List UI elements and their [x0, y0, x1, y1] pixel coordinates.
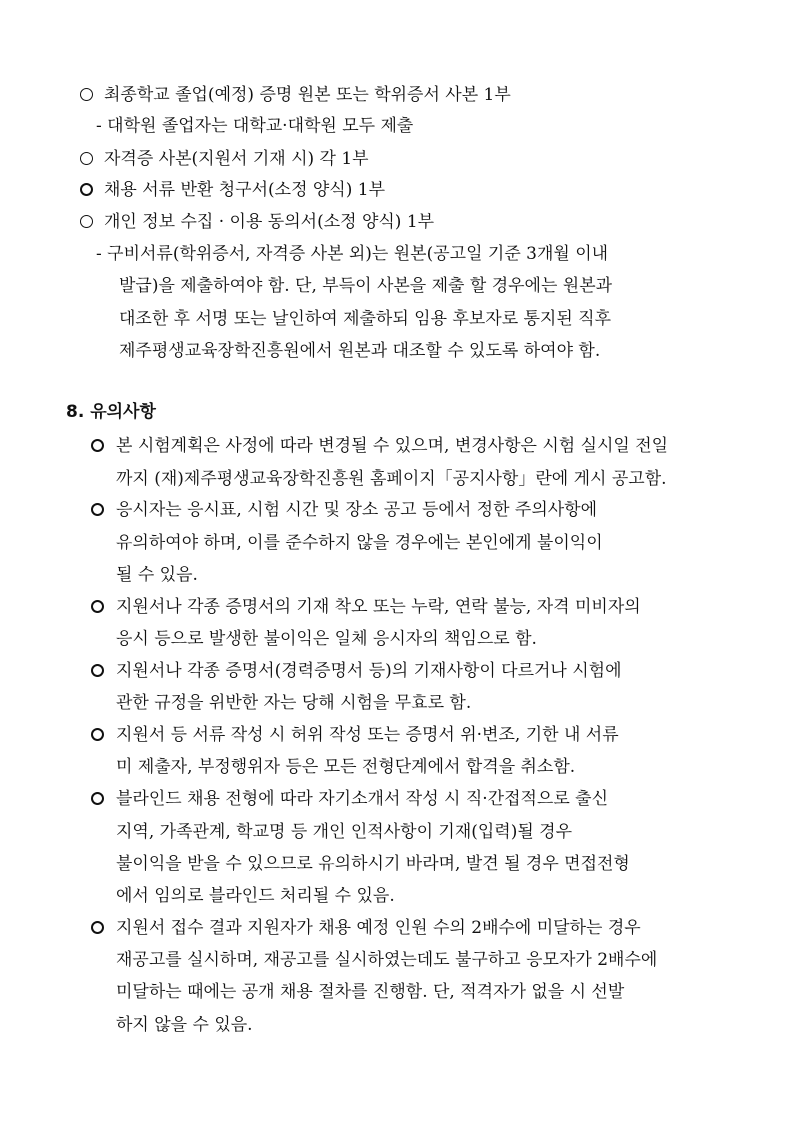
notice-line: 응시자는 응시표, 시험 시간 및 장소 공고 등에서 정한 주의사항에 [116, 500, 598, 520]
list-item: 자격증 사본(지원서 기재 시) 각 1부 [104, 149, 369, 169]
hollow-circle-bullet-icon [91, 664, 104, 677]
hollow-circle-bullet-icon [91, 600, 104, 613]
notice-line: 본 시험계획은 사정에 따라 변경될 수 있으며, 변경사항은 시험 실시일 전일 [116, 436, 669, 456]
notice-line: 불이익을 받을 수 있으므로 유의하시기 바라며, 발견 될 경우 면접전형 [116, 854, 630, 874]
notice-line: 까지 (재)제주평생교육장학진흥원 홈페이지「공지사항」란에 게시 공고함. [116, 469, 667, 489]
notice-line: 블라인드 채용 전형에 따라 자기소개서 작성 시 직·간접적으로 출신 [116, 789, 609, 809]
notice-line: 재공고를 실시하며, 재공고를 실시하였는데도 불구하고 응모자가 2배수에 [116, 950, 658, 970]
notice-line: 에서 임의로 블라인드 처리될 수 있음. [116, 886, 395, 906]
notice-line: 관한 규정을 위반한 자는 당해 시험을 무효로 함. [116, 693, 472, 713]
hollow-circle-bullet-icon [91, 439, 104, 452]
section-title: 8. 유의사항 [66, 402, 156, 422]
hollow-circle-bullet-icon [80, 215, 93, 228]
note-line: 발급)을 제출하여야 함. 단, 부득이 사본을 제출 할 경우에는 원본과 [119, 276, 613, 296]
hollow-circle-bullet-icon [80, 152, 93, 165]
notice-line: 지원서나 각종 증명서의 기재 착오 또는 누락, 연락 불능, 자격 미비자의 [116, 597, 641, 617]
list-item: 개인 정보 수집 · 이용 동의서(소정 양식) 1부 [104, 212, 435, 232]
list-item: 최종학교 졸업(예정) 증명 원본 또는 학위증서 사본 1부 [104, 85, 511, 105]
hollow-circle-bullet-icon [91, 728, 104, 741]
notice-line: 미 제출자, 부정행위자 등은 모든 전형단계에서 합격을 취소함. [116, 757, 576, 777]
notice-line: 지원서나 각종 증명서(경력증명서 등)의 기재사항이 다르거나 시험에 [116, 661, 622, 681]
notice-line: 지역, 가족관계, 학교명 등 개인 인적사항이 기재(입력)될 경우 [116, 822, 573, 842]
hollow-circle-bullet-icon [91, 921, 104, 934]
notice-line: 응시 등으로 발생한 불이익은 일체 응시자의 책임으로 함. [116, 629, 537, 649]
note-line: 대조한 후 서명 또는 날인하여 제출하되 임용 후보자로 통지된 직후 [119, 309, 612, 329]
notice-line: 될 수 있음. [116, 565, 198, 585]
hollow-circle-bullet-icon [80, 183, 93, 196]
notice-line: 미달하는 때에는 공개 채용 절차를 진행함. 단, 적격자가 없을 시 선발 [116, 982, 625, 1002]
list-subitem: - 대학원 졸업자는 대학교·대학원 모두 제출 [96, 116, 414, 136]
notice-line: 유의하여야 하며, 이를 준수하지 않을 경우에는 본인에게 불이익이 [116, 533, 603, 553]
note-line: 제주평생교육장학진흥원에서 원본과 대조할 수 있도록 하여야 함. [119, 341, 601, 361]
hollow-circle-bullet-icon [91, 792, 104, 805]
notice-line: 지원서 등 서류 작성 시 허위 작성 또는 증명서 위·변조, 기한 내 서류 [116, 725, 619, 745]
list-item: 채용 서류 반환 청구서(소정 양식) 1부 [104, 180, 386, 200]
hollow-circle-bullet-icon [91, 503, 104, 516]
notice-line: 지원서 접수 결과 지원자가 채용 예정 인원 수의 2배수에 미달하는 경우 [116, 918, 641, 938]
hollow-circle-bullet-icon [80, 88, 93, 101]
note-line: - 구비서류(학위증서, 자격증 사본 외)는 원본(공고일 기준 3개월 이내 [96, 244, 609, 264]
notice-line: 하지 않을 수 있음. [116, 1015, 253, 1035]
